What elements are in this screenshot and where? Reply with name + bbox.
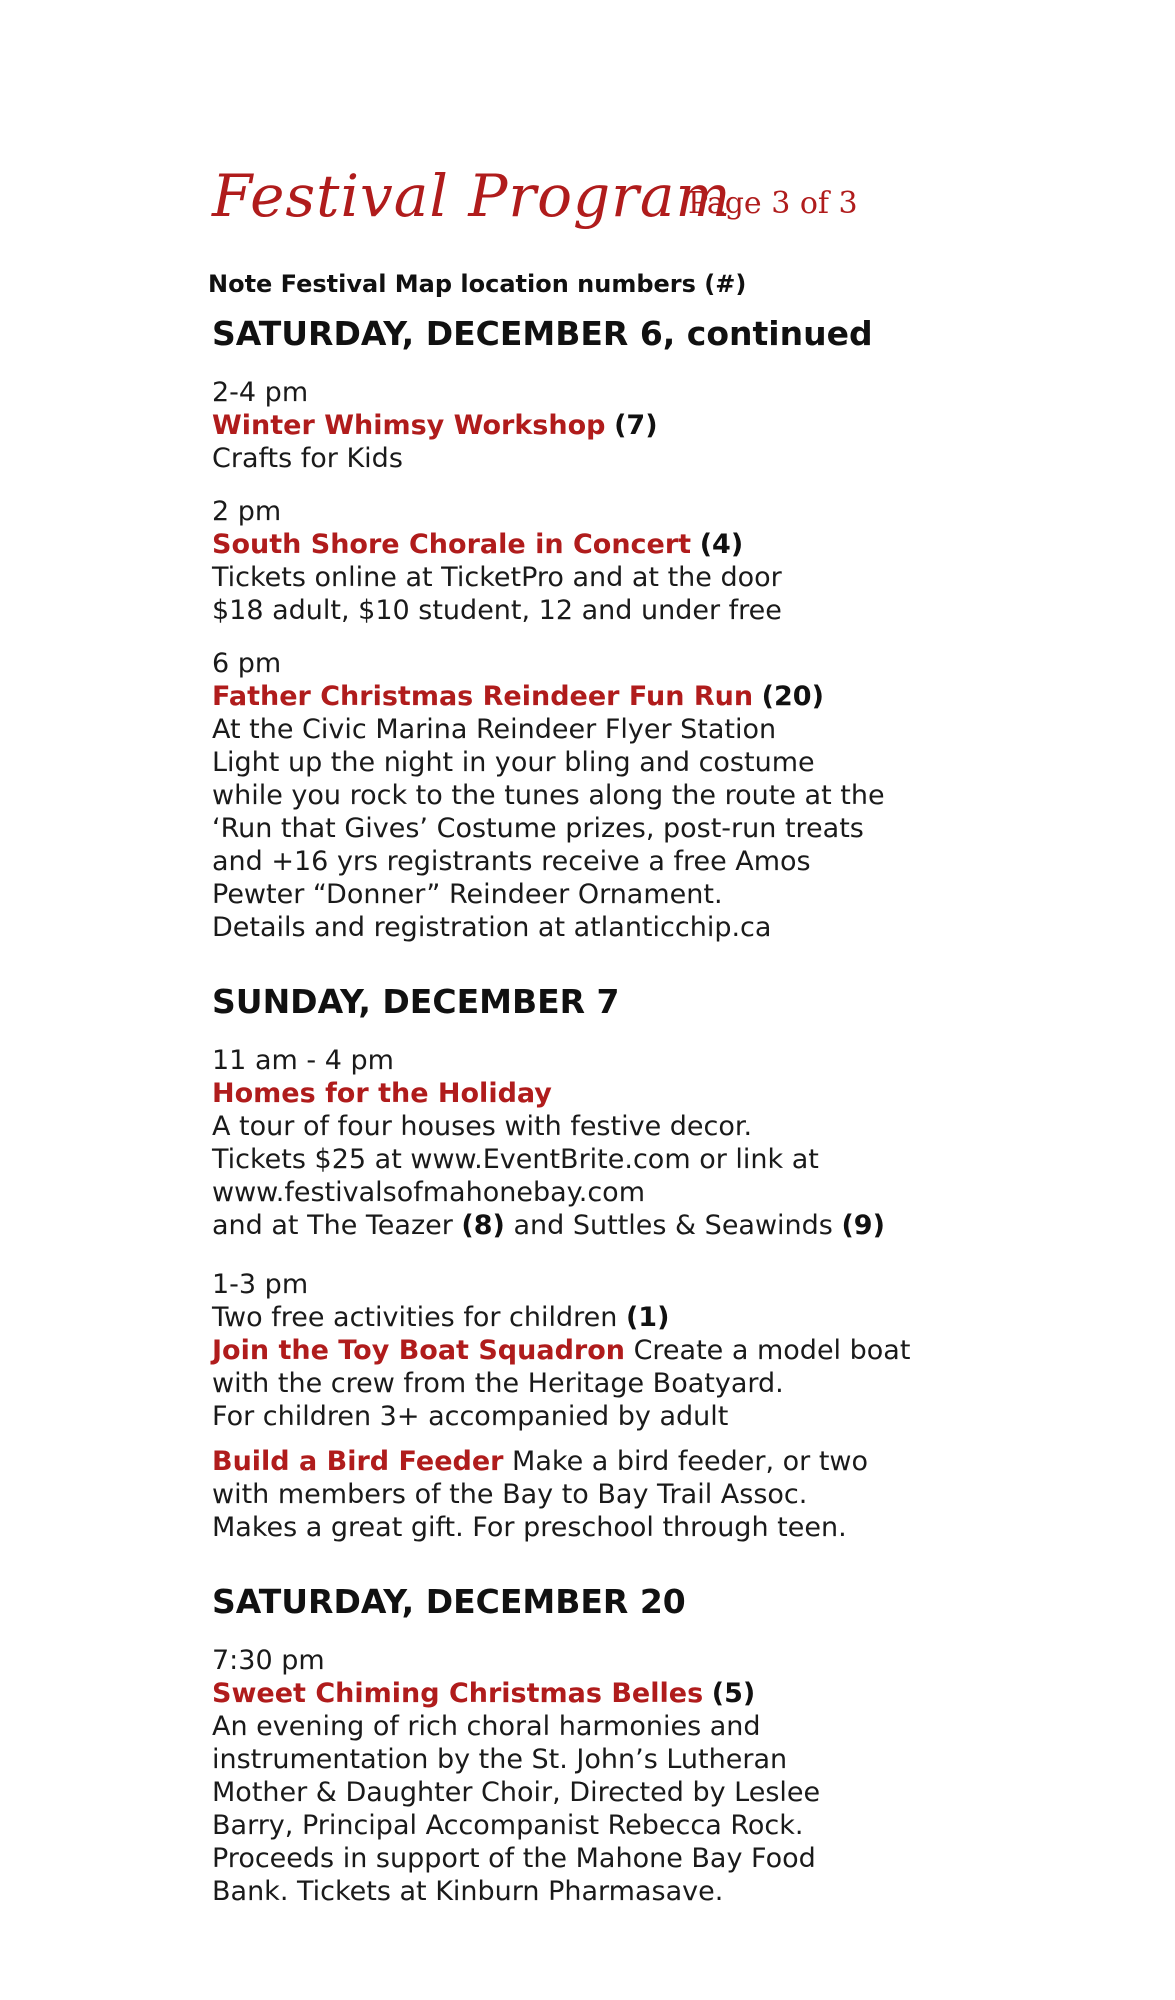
event-detail: A tour of four houses with festive decor. [212, 1111, 753, 1142]
event-detail: Tickets $25 at www.EventBrite.com or link at [212, 1144, 819, 1175]
event-title-line [212, 409, 1112, 442]
event-title: Homes for the Holiday [212, 1078, 552, 1109]
day-heading-dec-6: SATURDAY, DECEMBER 6, continued [212, 314, 873, 353]
event-detail: Crafts for Kids [212, 443, 403, 474]
bird-feeder-activity [212, 1445, 1112, 1544]
event-title: Winter Whimsy Workshop [212, 410, 606, 441]
event-detail-text: and Suttles & Seawinds [504, 1210, 842, 1241]
event-title: Join the Toy Boat Squadron [212, 1335, 625, 1366]
map-location: (5) [711, 1678, 756, 1709]
event-detail: instrumentation by the St. John’s Lutheran [212, 1744, 788, 1775]
event-title: Father Christmas Reindeer Fun Run [212, 681, 754, 712]
event-time: 2-4 pm [212, 377, 309, 408]
event-detail [212, 1334, 1112, 1367]
event-detail: $18 adult, $10 student, 12 and under free [212, 595, 782, 626]
event-detail: Light up the night in your bling and costume [212, 747, 815, 778]
event-detail: Mother & Daughter Choir, Directed by Leslee [212, 1777, 821, 1808]
map-location: (1) [625, 1302, 670, 1333]
event-detail-text: Two free activities for children [212, 1302, 626, 1333]
event-detail-text: Create a model boat [624, 1335, 911, 1366]
event-title: South Shore Chorale in Concert [212, 529, 692, 560]
day-heading-dec-7: SUNDAY, DECEMBER 7 [212, 982, 620, 1021]
event-title: Sweet Chiming Christmas Belles [212, 1678, 704, 1709]
event-detail: Proceeds in support of the Mahone Bay Food [212, 1843, 816, 1874]
event-detail: Barry, Principal Accompanist Rebecca Rock. [212, 1810, 804, 1841]
event-detail: Bank. Tickets at Kinburn Pharmasave. [212, 1876, 724, 1907]
event-detail: www.festivalsofmahonebay.com [212, 1177, 646, 1208]
event-detail-text: and at The Teazer [212, 1210, 462, 1241]
event-reindeer-fun-run [212, 647, 1112, 944]
event-detail: At the Civic Marina Reindeer Flyer Station [212, 714, 777, 745]
event-christmas-belles [212, 1644, 1112, 1908]
event-detail [212, 1445, 1112, 1478]
event-detail: ‘Run that Gives’ Costume prizes, post-run treats [212, 813, 864, 844]
event-detail: Details and registration at atlanticchip.ca [212, 912, 772, 943]
map-note: Note Festival Map location numbers (#) [208, 270, 747, 298]
event-title-line [212, 528, 1112, 561]
page-number: Page 3 of 3 [688, 186, 858, 221]
map-location: (4) [699, 529, 744, 560]
event-time: 7:30 pm [212, 1645, 325, 1676]
event-kids-activities [212, 1268, 1112, 1544]
event-detail: Tickets online at TicketPro and at the door [212, 562, 782, 593]
page-title: Festival Program [212, 162, 732, 230]
event-detail [212, 1209, 1112, 1242]
event-detail: Pewter “Donner” Reindeer Ornament. [212, 879, 723, 910]
event-time: 2 pm [212, 496, 282, 527]
event-detail [212, 1301, 1112, 1334]
event-detail: Makes a great gift. For preschool through teen. [212, 1512, 847, 1543]
event-time: 11 am - 4 pm [212, 1045, 394, 1076]
map-location: (8) [461, 1210, 505, 1241]
page-header [212, 160, 1112, 270]
event-title: Build a Bird Feeder [212, 1446, 504, 1477]
event-winter-whimsy [212, 376, 1112, 475]
event-homes-for-holiday [212, 1044, 1112, 1242]
event-time: 1-3 pm [212, 1269, 309, 1300]
event-detail: while you rock to the tunes along the route at the [212, 780, 885, 811]
event-detail: For children 3+ accompanied by adult [212, 1401, 729, 1432]
festival-program-page [208, 160, 1112, 1908]
event-time: 6 pm [212, 648, 282, 679]
event-detail-text: Make a bird feeder, or two [503, 1446, 869, 1477]
event-title-line [212, 680, 1112, 713]
event-detail: An evening of rich choral harmonies and [212, 1711, 761, 1742]
event-title-line [212, 1677, 1112, 1710]
event-detail: with members of the Bay to Bay Trail Assoc. [212, 1479, 808, 1510]
day-heading-dec-20: SATURDAY, DECEMBER 20 [212, 1582, 686, 1621]
map-location: (7) [614, 410, 658, 441]
event-south-shore-chorale [212, 495, 1112, 627]
map-location: (9) [841, 1210, 885, 1241]
event-detail: with the crew from the Heritage Boatyard. [212, 1368, 784, 1399]
map-location: (20) [761, 681, 824, 712]
event-detail: and +16 yrs registrants receive a free Amos [212, 846, 811, 877]
